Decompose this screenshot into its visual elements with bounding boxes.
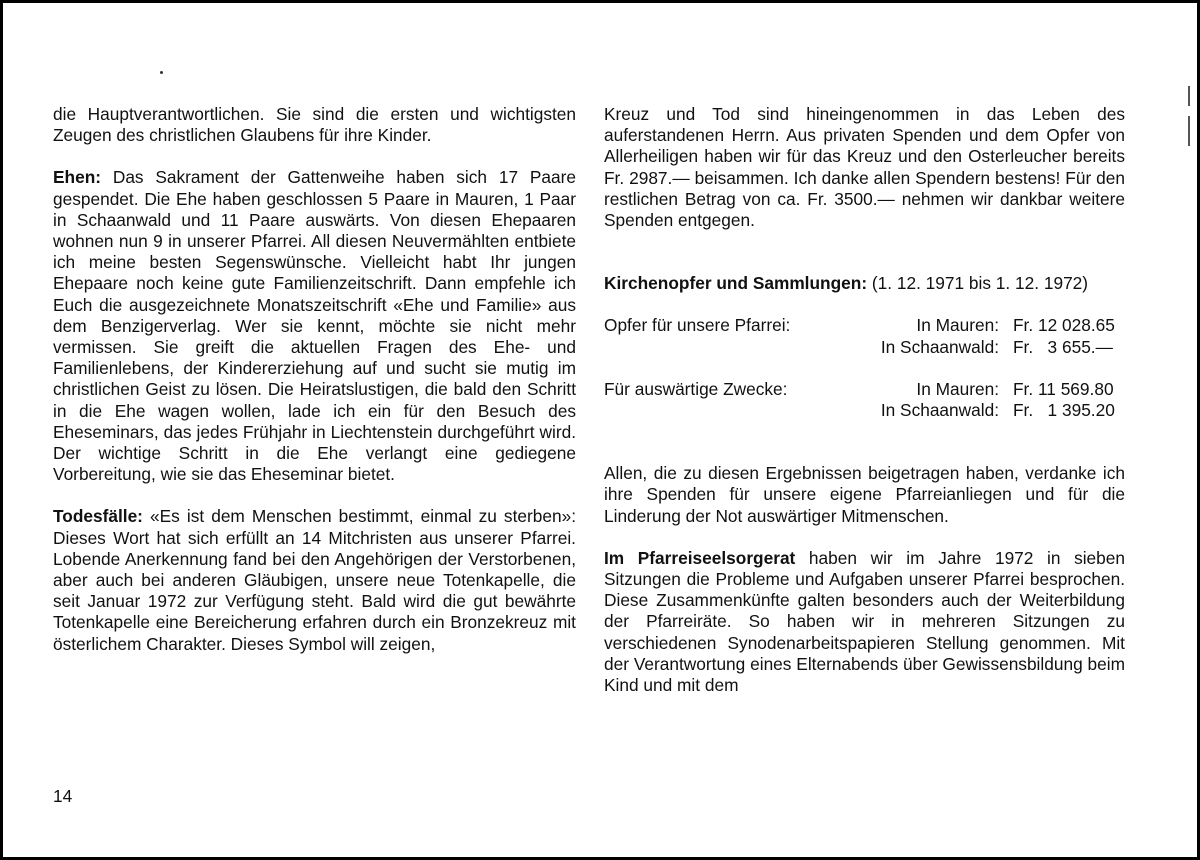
table-row: [604, 315, 1125, 336]
left-column: [53, 104, 576, 655]
ehen-heading: Ehen:: [53, 167, 102, 188]
paragraph-ehen: [53, 167, 576, 485]
sum-place: In Schaanwald:: [880, 336, 999, 357]
paragraph-intro: die Hauptverantwortlichen. Sie sind die ersten und wichtigsten Zeugen des christlichen Glaubens für ihre Kinder.: [53, 104, 576, 146]
seelsorgerat-text: haben wir im Jahre 1972 in sieben Sitzungen die Probleme und Aufgaben unserer Pfarrei besprochen. Diese Zusammenkünfte galten besonders auch der Weiterbildung der Pfarreiräte. So haben wir in mehreren Sitzungen zu verschiedenen Synodenarbeitspapieren Stellung genommen. Mit der Verantwortung eines Elternabends über Gewissensbildung beim Kind und mit dem: [604, 547, 1125, 696]
kirchenopfer-heading: Kirchenopfer und Sammlungen:: [604, 273, 868, 294]
edge-mark: [1188, 116, 1190, 146]
sum-amount: Fr. 12 028.65: [1013, 315, 1115, 336]
sum-place: In Schaanwald:: [880, 400, 999, 421]
paragraph-seelsorgerat: [604, 548, 1125, 696]
paragraph-kirchenopfer: [604, 273, 1125, 294]
sum-amount: Fr. 3 655.—: [1013, 336, 1113, 357]
page-number: 14: [53, 786, 73, 806]
edge-mark: [1188, 86, 1190, 106]
todesfaelle-text: «Es ist dem Menschen bestimmt, einmal zu sterben»: Dieses Wort hat sich erfüllt an 14 Mitchristen aus unserer Pfarrei. Lobende Anerkennung fand bei den Angehörigen der Verstorbenen, aber auch bei anderen Gläubigen, unsere neue Totenkapelle, die seit Januar 1972 zur Verfügung steht. Bald wird die gut bewährte Totenkapelle eine Bereicherung erfahren durch ein Bronzekreuz mit österlichem Charakter. Dieses Symbol will zeigen,: [53, 506, 576, 654]
sum-label: Opfer für unsere Pfarrei:: [604, 315, 791, 336]
sum-label: [604, 337, 844, 358]
sum-place: In Mauren:: [916, 315, 999, 336]
sum-amount: Fr. 1 395.20: [1013, 400, 1115, 421]
paragraph-kreuz: Kreuz und Tod sind hineingenommen in das Leben des auferstandenen Herrn. Aus privaten Spenden und dem Opfer von Allerheiligen haben wir für das Kreuz und den Osterleucher bereits Fr. 2987.— beisammen. Ich danke allen Spendern bestens! Für den restlichen Betrag von ca. Fr. 3500.— nehmen wir dankbar weitere Spenden entgegen.: [604, 104, 1125, 231]
collections-table: [604, 315, 1125, 421]
paragraph-dank: Allen, die zu diesen Ergebnissen beigetragen haben, verdanke ich ihre Spenden für unsere eigene Pfarreianliegen und für die Linderung der Not auswärtiger Mitmenschen.: [604, 463, 1125, 526]
todesfaelle-heading: Todesfälle:: [53, 506, 143, 527]
table-row: [604, 400, 1125, 421]
table-row: [604, 379, 1125, 400]
sum-place: In Mauren:: [916, 378, 999, 399]
sum-label: Für auswärtige Zwecke:: [604, 378, 788, 399]
ehen-text: Das Sakrament der Gattenweihe haben sich 17 Paare gespendet. Die Ehe haben geschlossen 5 Paare in Mauren, 1 Paar in Schaanwald und 11 Paare auswärts. Von diesen Ehepaaren wohnen nun 9 in unserer Pfarrei. All diesen Neuvermählten entbiete ich meine besten Segenswünsche. Vielleicht habt Ihr jungen Ehepaare noch keine gute Familienzeitschrift. Dann empfehle ich Euch die ausgezeichnete Monatszeitschrift «Ehe und Familie» aus dem Benzigerverlag. Wer sie kennt, möchte sie nicht mehr vermissen. Sie greift die aktuellen Fragen des Ehe- und Familienlebens, der Kindererziehung auf und sucht sie mutig im christlichen Geist zu lösen. Die Heiratslustigen, die bald den Schritt in die Ehe wagen wollen, lade ich ein für den Besuch des Eheseminars, das jedes Frühjahr in Liechtenstein durchgeführt wird. Der wichtige Schritt in die Ehe verlangt eine gediegene Vorbereitung, wie sie das Eheseminar bietet.: [53, 167, 576, 485]
kirchenopfer-period: (1. 12. 1971 bis 1. 12. 1972): [867, 273, 1089, 294]
seelsorgerat-heading: Im Pfarreiseelsorgerat: [604, 547, 796, 568]
sum-label: [604, 400, 844, 421]
right-column: [604, 104, 1125, 696]
paragraph-todesfaelle: [53, 506, 576, 654]
table-row: [604, 337, 1125, 358]
sum-amount: Fr. 11 569.80: [1013, 378, 1114, 399]
speck-mark: [160, 71, 163, 74]
